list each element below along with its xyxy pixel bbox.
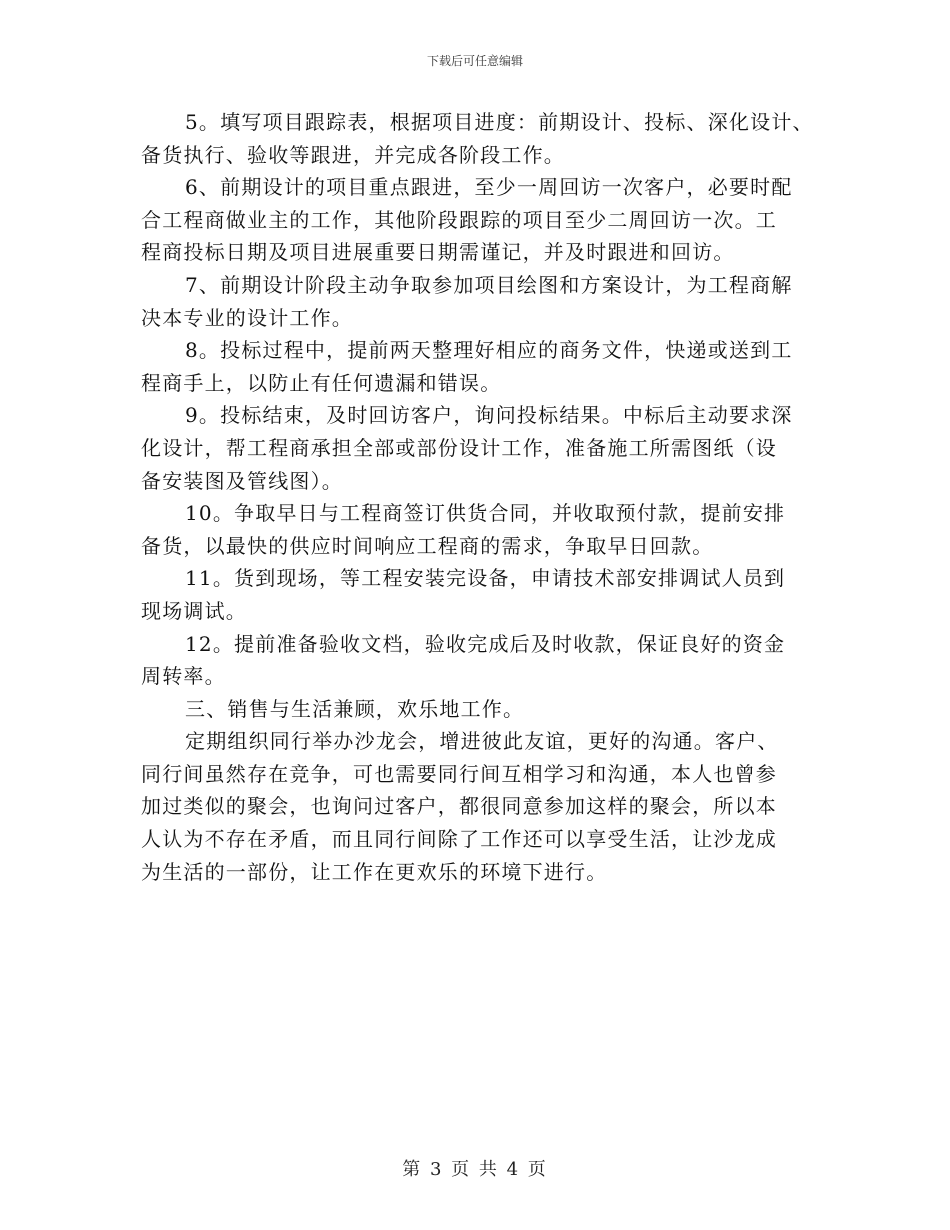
paragraph-line: 程商投标日期及项目进展重要日期需谨记，并及时跟进和回访。	[141, 240, 735, 265]
paragraph-line: 现场调试。	[141, 598, 247, 623]
paragraph-line: 化设计，帮工程商承担全部或部份设计工作，准备施工所需图纸（设	[141, 435, 777, 460]
paragraph-line: 合工程商做业主的工作，其他阶段跟踪的项目至少二周回访一次。工	[141, 207, 777, 232]
page-number-footer: 第 3 页 共 4 页	[402, 1159, 548, 1180]
paragraph-line: 10。争取早日与工程商签订供货合同，并收取预付款，提前安排	[185, 501, 786, 526]
section-heading: 三、销售与生活兼顾，欢乐地工作。	[185, 696, 525, 721]
paragraph-line: 备货，以最快的供应时间响应工程商的需求，争取早日回款。	[141, 533, 714, 558]
paragraph-line: 周转率。	[141, 664, 226, 689]
paragraph-line: 7、前期设计阶段主动争取参加项目绘图和方案设计，为工程商解	[185, 272, 793, 297]
paragraph-line: 决本专业的设计工作。	[141, 305, 353, 330]
paragraph-line: 8。投标过程中，提前两天整理好相应的商务文件，快递或送到工	[185, 338, 793, 363]
page-header: 下载后可任意编辑	[426, 54, 523, 68]
paragraph-line: 人认为不存在矛盾，而且同行间除了工作还可以享受生活，让沙龙成	[141, 827, 777, 852]
document-body	[141, 106, 821, 888]
paragraph-line: 加过类似的聚会，也询问过客户，都很同意参加这样的聚会，所以本	[141, 794, 777, 819]
paragraph-line: 5。填写项目跟踪表，根据项目进度：前期设计、投标、深化设计、	[185, 110, 814, 134]
paragraph-line: 12。提前准备验收文档，验收完成后及时收款，保证良好的资金	[185, 631, 786, 656]
paragraph-line: 为生活的一部份，让工作在更欢乐的环境下进行。	[141, 859, 608, 884]
paragraph-line: 6、前期设计的项目重点跟进，至少一周回访一次客户，必要时配	[185, 175, 793, 200]
paragraph-line: 备货执行、验收等跟进，并完成各阶段工作。	[141, 142, 565, 167]
paragraph-line: 同行间虽然存在竞争，可也需要同行间互相学习和沟通，本人也曾参	[141, 761, 777, 786]
paragraph-line: 定期组织同行举办沙龙会，增进彼此友谊，更好的沟通。客户、	[185, 729, 779, 754]
paragraph-line: 11。货到现场，等工程安装完设备，申请技术部安排调试人员到	[185, 566, 786, 591]
paragraph-line: 备安装图及管线图）。	[141, 468, 343, 493]
paragraph-line: 9。投标结束，及时回访客户，询问投标结果。中标后主动要求深	[185, 403, 793, 428]
paragraph-line: 程商手上，以防止有任何遗漏和错误。	[141, 370, 502, 395]
